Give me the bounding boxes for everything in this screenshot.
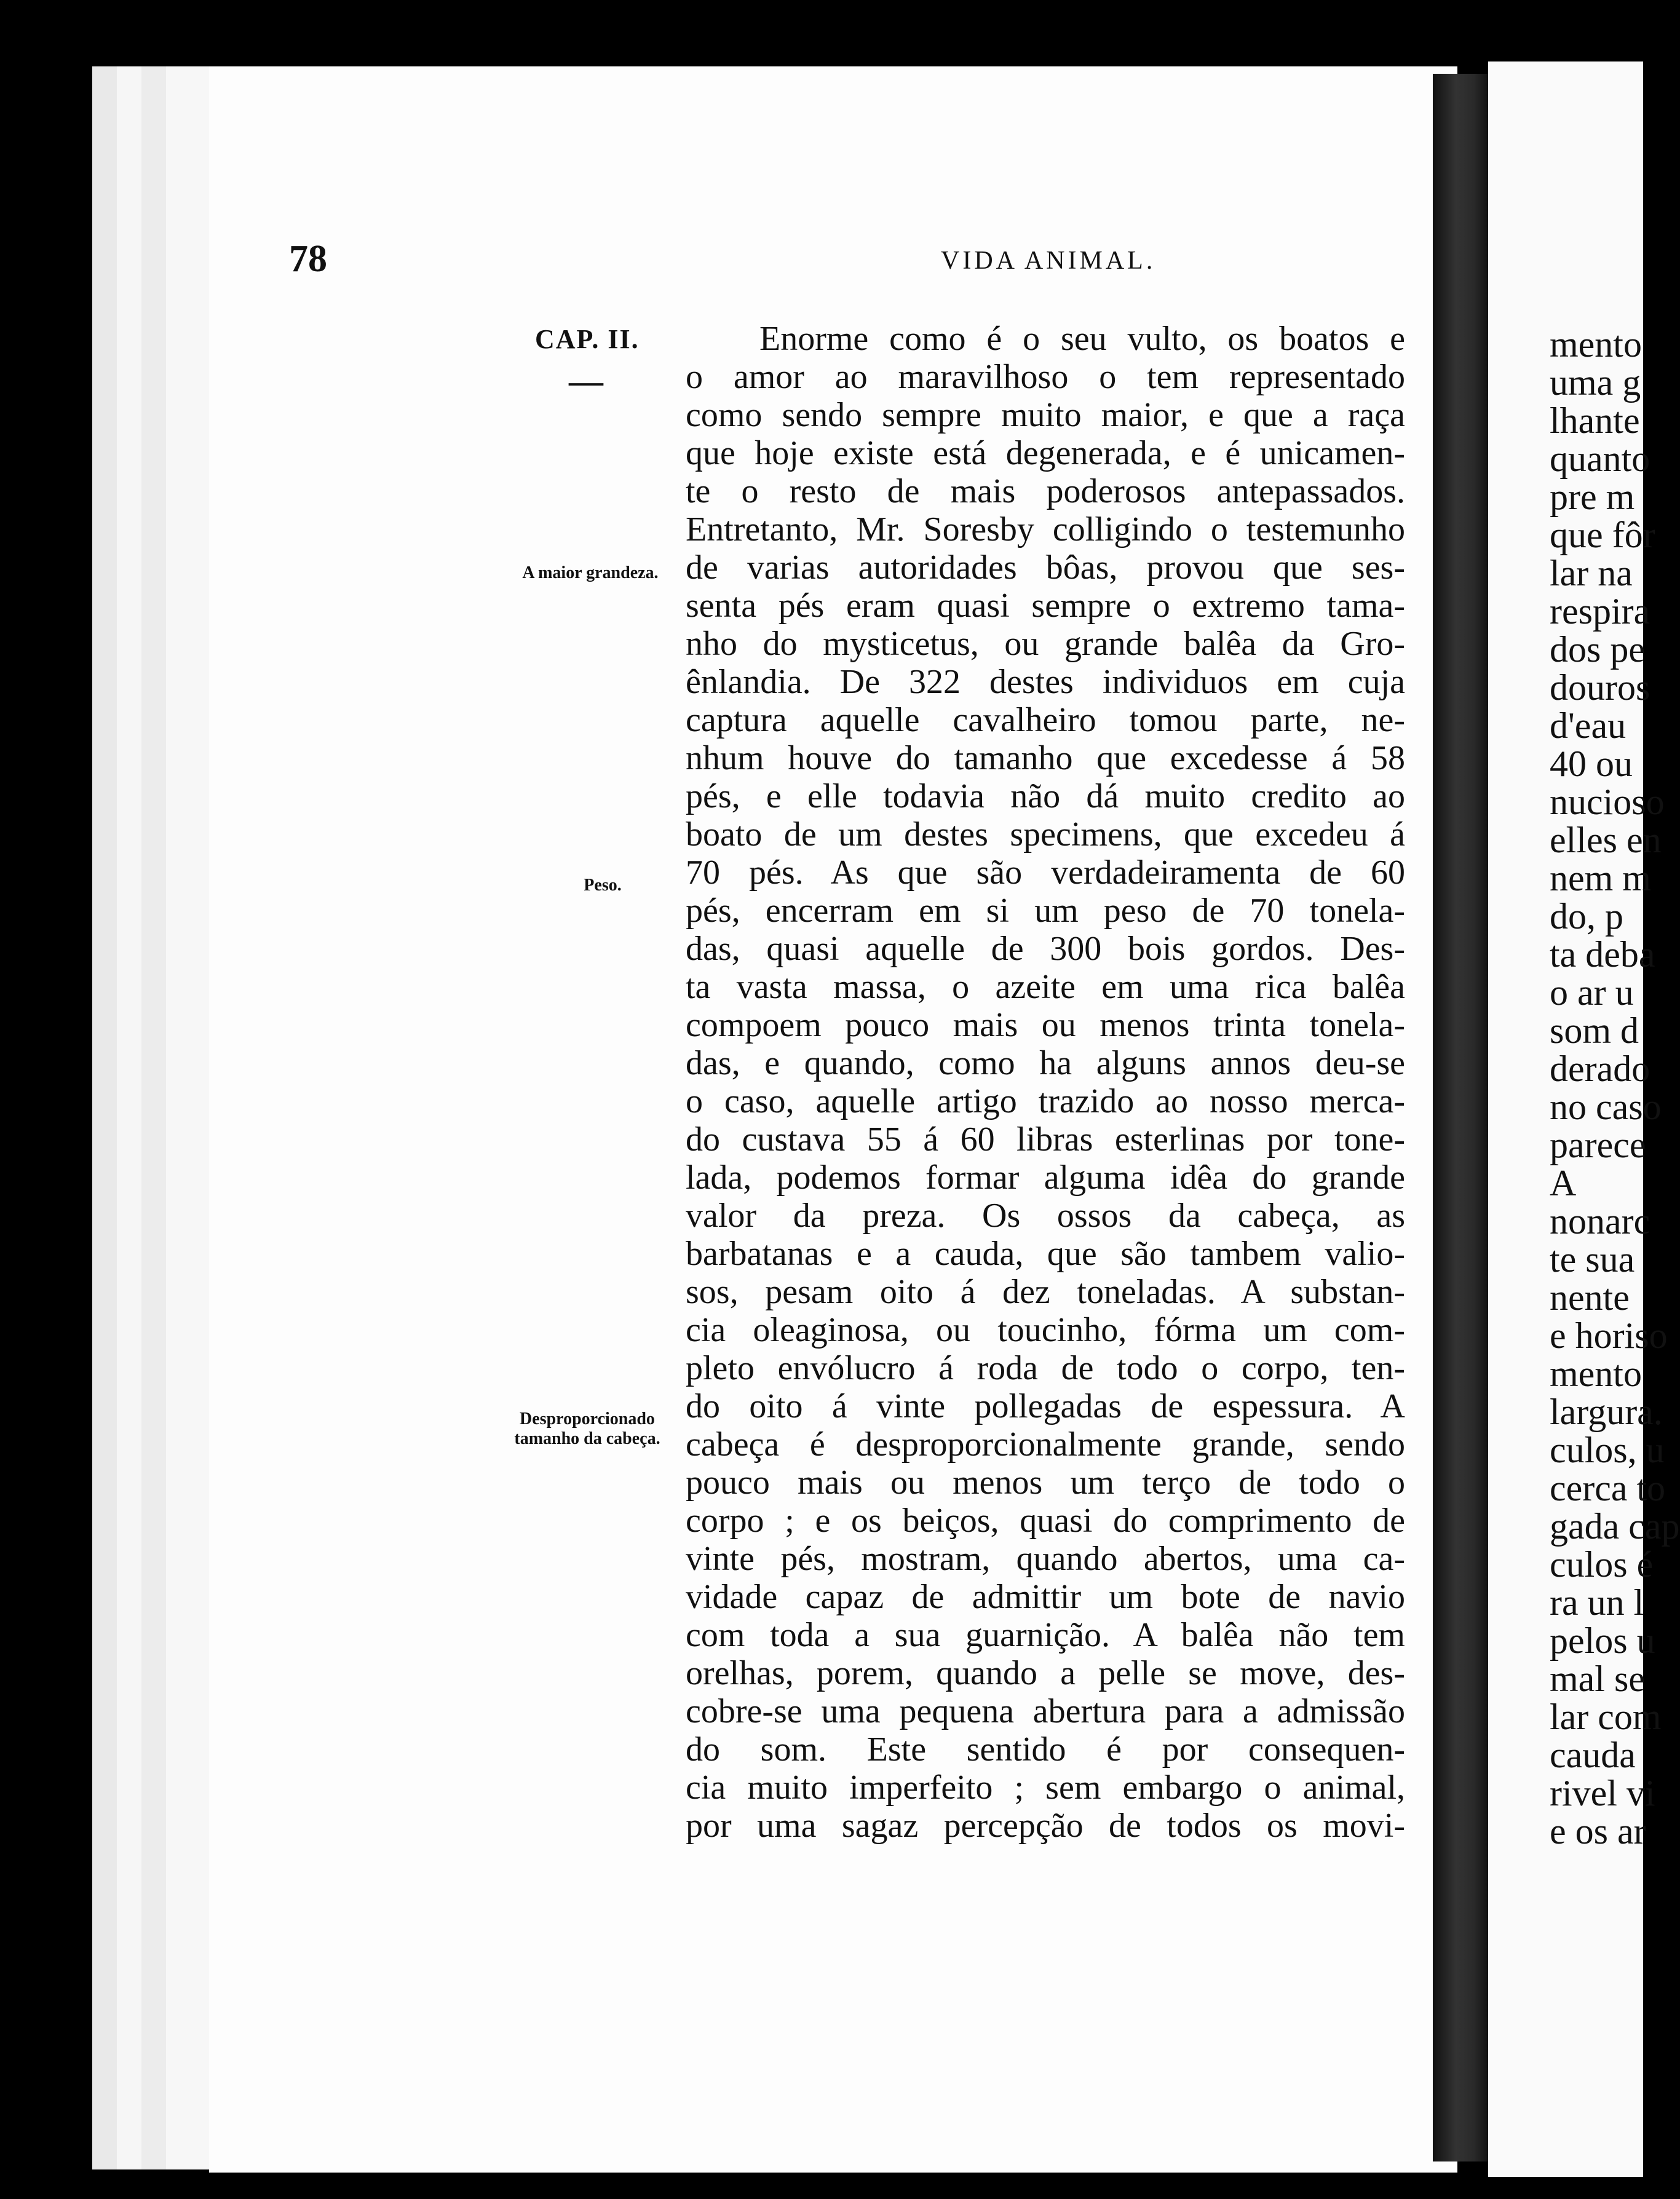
facing-page-fragment: A bbox=[1550, 1163, 1577, 1203]
facing-page-fragment: no caso bbox=[1550, 1087, 1662, 1127]
text-line: ênlandia. De 322 destes individuos em cuja bbox=[686, 663, 1405, 701]
text-line: cobre-se uma pequena abertura para a admissão bbox=[686, 1692, 1405, 1730]
text-line: do som. Este sentido é por consequen- bbox=[686, 1730, 1405, 1769]
facing-page-fragment: douros bbox=[1550, 667, 1650, 708]
text-line: boato de um destes specimens, que excedeu á bbox=[686, 815, 1405, 854]
text-line: compoem pouco mais ou menos trinta tonela- bbox=[686, 1006, 1405, 1044]
text-line: pés, e elle todavia não dá muito credito ao bbox=[686, 777, 1405, 815]
text-line: nho do mysticetus, ou grande balêa da Gro- bbox=[686, 625, 1405, 663]
facing-page-fragment: 40 ou bbox=[1550, 743, 1633, 784]
text-line: pleto envólucro á roda de todo o corpo, ten- bbox=[686, 1349, 1405, 1387]
facing-page-fragment: mal se bbox=[1550, 1658, 1645, 1699]
chapter-label: CAP. II. bbox=[535, 324, 640, 354]
facing-page-fragment: culos, u bbox=[1550, 1430, 1665, 1470]
margin-note-maior-grandeza: A maior grandeza. bbox=[522, 563, 659, 582]
text-line: vinte pés, mostram, quando abertos, uma ca- bbox=[686, 1540, 1405, 1578]
text-line: de varias autoridades bôas, provou que ses- bbox=[686, 549, 1405, 587]
text-line: corpo ; e os beiços, quasi do comprimento de bbox=[686, 1502, 1405, 1540]
facing-page-fragment: e horiso bbox=[1550, 1315, 1668, 1356]
facing-page-fragment: do, p bbox=[1550, 896, 1623, 937]
text-line: das, e quando, como ha alguns annos deu-se bbox=[686, 1044, 1405, 1082]
facing-page-fragment: nem m bbox=[1550, 858, 1651, 898]
facing-page-fragment: parece bbox=[1550, 1125, 1646, 1165]
facing-page-fragment: gada cap bbox=[1550, 1506, 1680, 1547]
facing-page-fragment: ta deba bbox=[1550, 934, 1655, 975]
chapter-dash: — bbox=[569, 362, 603, 400]
facing-page-fragment: te sua bbox=[1550, 1239, 1635, 1280]
text-line: das, quasi aquelle de 300 bois gordos. Des- bbox=[686, 930, 1405, 968]
facing-page-fragment: pre m bbox=[1550, 477, 1635, 517]
text-line: senta pés eram quasi sempre o extremo tama- bbox=[686, 587, 1405, 625]
facing-page-fragment: d'eau bbox=[1550, 705, 1627, 746]
facing-page-fragment: largura. bbox=[1550, 1392, 1663, 1432]
text-line: o caso, aquelle artigo trazido ao nosso merca- bbox=[686, 1082, 1405, 1120]
facing-page-fragment: pelos u bbox=[1550, 1620, 1655, 1661]
page-stack-edge bbox=[166, 66, 209, 2169]
text-line: cia oleaginosa, ou toucinho, fórma um com- bbox=[686, 1311, 1405, 1349]
facing-page-fragment: respira bbox=[1550, 591, 1650, 632]
facing-page-fragment: nucioso bbox=[1550, 782, 1665, 822]
book-spine bbox=[1433, 74, 1491, 2161]
facing-page bbox=[1488, 61, 1680, 2177]
facing-page-fragment: cauda bbox=[1550, 1735, 1636, 1775]
text-line: que hoje existe está degenerada, e é unicamen- bbox=[686, 434, 1405, 472]
facing-page-fragment: o ar u bbox=[1550, 972, 1634, 1013]
margin-note-peso: Peso. bbox=[584, 876, 622, 895]
text-line: ta vasta massa, o azeite em uma rica balêa bbox=[686, 968, 1405, 1006]
facing-page-fragment: culos é bbox=[1550, 1544, 1654, 1585]
text-line: por uma sagaz percepção de todos os movi- bbox=[686, 1807, 1405, 1845]
text-line: cia muito imperfeito ; sem embargo o animal, bbox=[686, 1769, 1405, 1807]
facing-page-fragment: lar com bbox=[1550, 1697, 1662, 1737]
facing-page-fragment: nente bbox=[1550, 1277, 1630, 1318]
text-line: o amor ao maravilhoso o tem representado bbox=[686, 358, 1405, 396]
facing-page-fragment: lar na bbox=[1550, 553, 1633, 593]
facing-page-fragment: derado bbox=[1550, 1048, 1650, 1089]
text-line: sos, pesam oito á dez toneladas. A substan- bbox=[686, 1273, 1405, 1311]
page-number: 78 bbox=[289, 238, 327, 280]
facing-page-fragment: que fôr bbox=[1550, 515, 1655, 555]
facing-page-fragment: dos pe bbox=[1550, 629, 1645, 670]
text-line: do oito á vinte pollegadas de espessura. A bbox=[686, 1387, 1405, 1425]
margin-note-desproporcionado: Desproporcionado tamanho da cabeça. bbox=[514, 1409, 660, 1449]
text-line: Enorme como é o seu vulto, os boatos e bbox=[759, 320, 1405, 358]
text-line: nhum houve do tamanho que excedesse á 58 bbox=[686, 739, 1405, 777]
facing-page-fragment: quanto bbox=[1550, 438, 1650, 479]
text-line: lada, podemos formar alguma idêa do grande bbox=[686, 1159, 1405, 1197]
text-line: orelhas, porem, quando a pelle se move, des- bbox=[686, 1654, 1405, 1692]
text-line: pouco mais ou menos um terço de todo o bbox=[686, 1464, 1405, 1502]
facing-page-fragment: mento bbox=[1550, 1353, 1642, 1394]
text-line: do custava 55 á 60 libras esterlinas por tone- bbox=[686, 1120, 1405, 1159]
running-head: VIDA ANIMAL. bbox=[941, 247, 1156, 275]
text-line: pés, encerram em si um peso de 70 tonela- bbox=[686, 892, 1405, 930]
text-line: barbatanas e a cauda, que são tambem valio- bbox=[686, 1235, 1405, 1273]
text-line: cabeça é desproporcionalmente grande, sendo bbox=[686, 1425, 1405, 1464]
facing-page-fragment: ra un l bbox=[1550, 1582, 1644, 1623]
page-stack-edge bbox=[141, 66, 166, 2169]
facing-page-fragment: nonarc bbox=[1550, 1201, 1650, 1242]
body-text bbox=[686, 320, 1405, 1845]
text-line: Entretanto, Mr. Soresby colligindo o testemunho bbox=[686, 510, 1405, 549]
facing-page-fragment: som d bbox=[1550, 1010, 1639, 1051]
facing-page-fragment: cerca to bbox=[1550, 1468, 1666, 1508]
text-line: como sendo sempre muito maior, e que a raça bbox=[686, 396, 1405, 434]
text-line: com toda a sua guarnição. A balêa não tem bbox=[686, 1616, 1405, 1654]
facing-page-fragment: lhante bbox=[1550, 400, 1640, 441]
facing-page-fragment: uma g bbox=[1550, 362, 1641, 403]
text-line: 70 pés. As que são verdadeiramenta de 60 bbox=[686, 854, 1405, 892]
facing-page-fragment: rivel vi bbox=[1550, 1773, 1655, 1813]
text-line: vidade capaz de admittir um bote de navio bbox=[686, 1578, 1405, 1616]
text-line: captura aquelle cavalheiro tomou parte, ne- bbox=[686, 701, 1405, 739]
text-line: valor da preza. Os ossos da cabeça, as bbox=[686, 1197, 1405, 1235]
page-stack-edge bbox=[92, 66, 117, 2169]
facing-page-fragment: mento bbox=[1550, 324, 1642, 365]
text-line: te o resto de mais poderosos antepassados. bbox=[686, 472, 1405, 510]
facing-page-fragment: e os ar bbox=[1550, 1811, 1646, 1852]
page-stack-edge bbox=[117, 66, 141, 2169]
facing-page-fragment: elles en bbox=[1550, 820, 1662, 860]
